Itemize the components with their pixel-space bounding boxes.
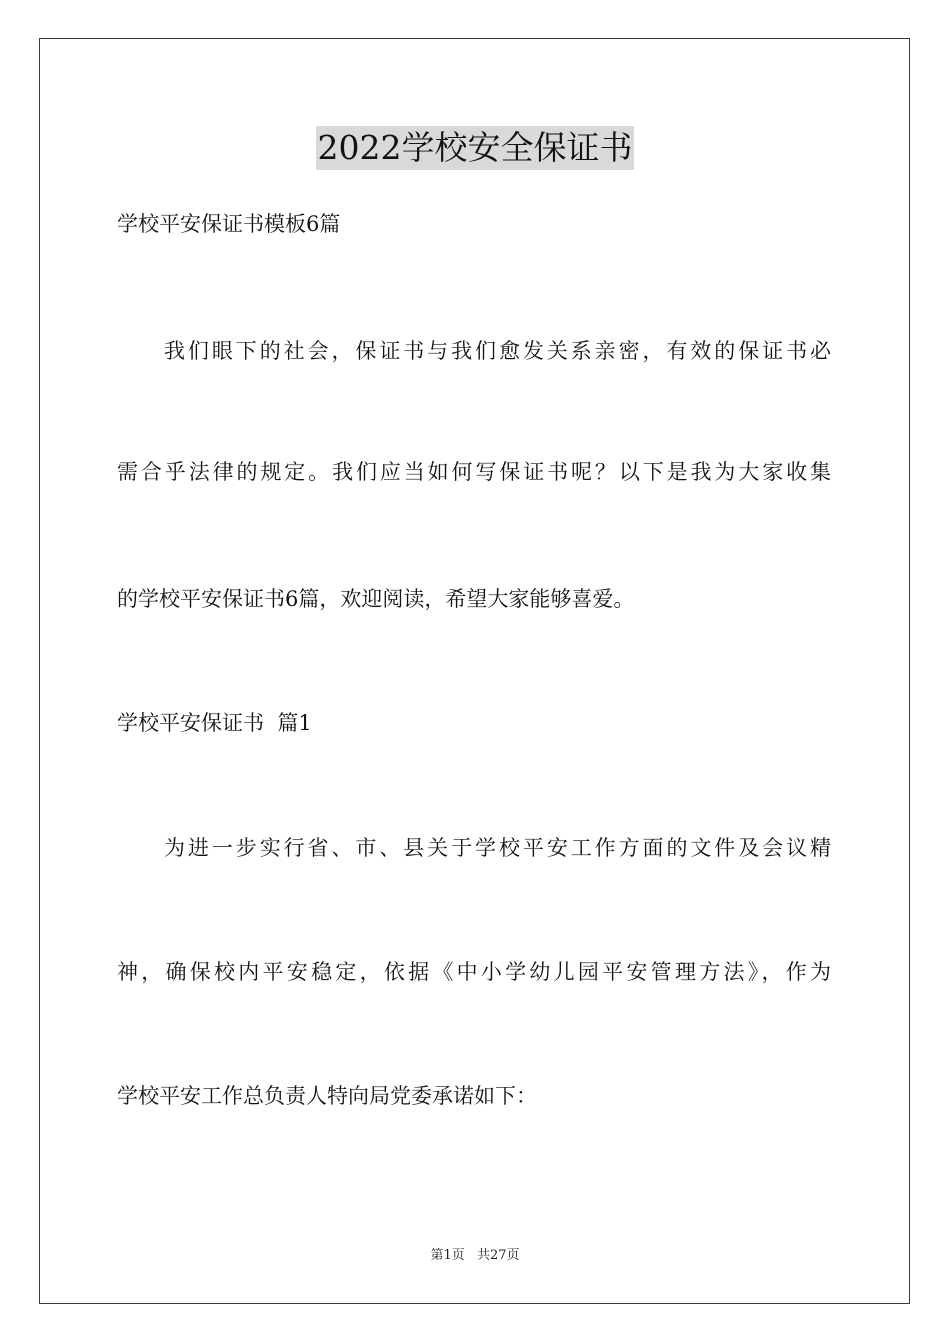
paragraph-line: 神，确保校内平安稳定，依据《中小学幼儿园平安管理方法》，作为 [117,960,831,984]
title-container [0,126,950,170]
paragraph-line: 学校平安工作总负责人特向局党委承诺如下： [117,1084,537,1108]
paragraph-line: 为进一步实行省、市、县关于学校平安工作方面的文件及会议精 [164,836,831,860]
page-number-current: 第1页 [430,1248,465,1263]
page-number-total: 共27页 [476,1248,520,1263]
paragraph-line: 的学校平安保证书6篇，欢迎阅读，希望大家能够喜爱。 [117,587,635,611]
paragraph-line: 我们眼下的社会，保证书与我们愈发关系亲密，有效的保证书必 [164,339,831,363]
document-subtitle: 学校平安保证书模板6篇 [117,212,341,236]
document-title: 2022学校安全保证书 [316,126,635,170]
paragraph-line: 需合乎法律的规定。我们应当如何写保证书呢？以下是我为大家收集 [117,460,831,484]
page-footer [0,1246,950,1266]
section-heading: 学校平安保证书 篇1 [117,711,312,735]
